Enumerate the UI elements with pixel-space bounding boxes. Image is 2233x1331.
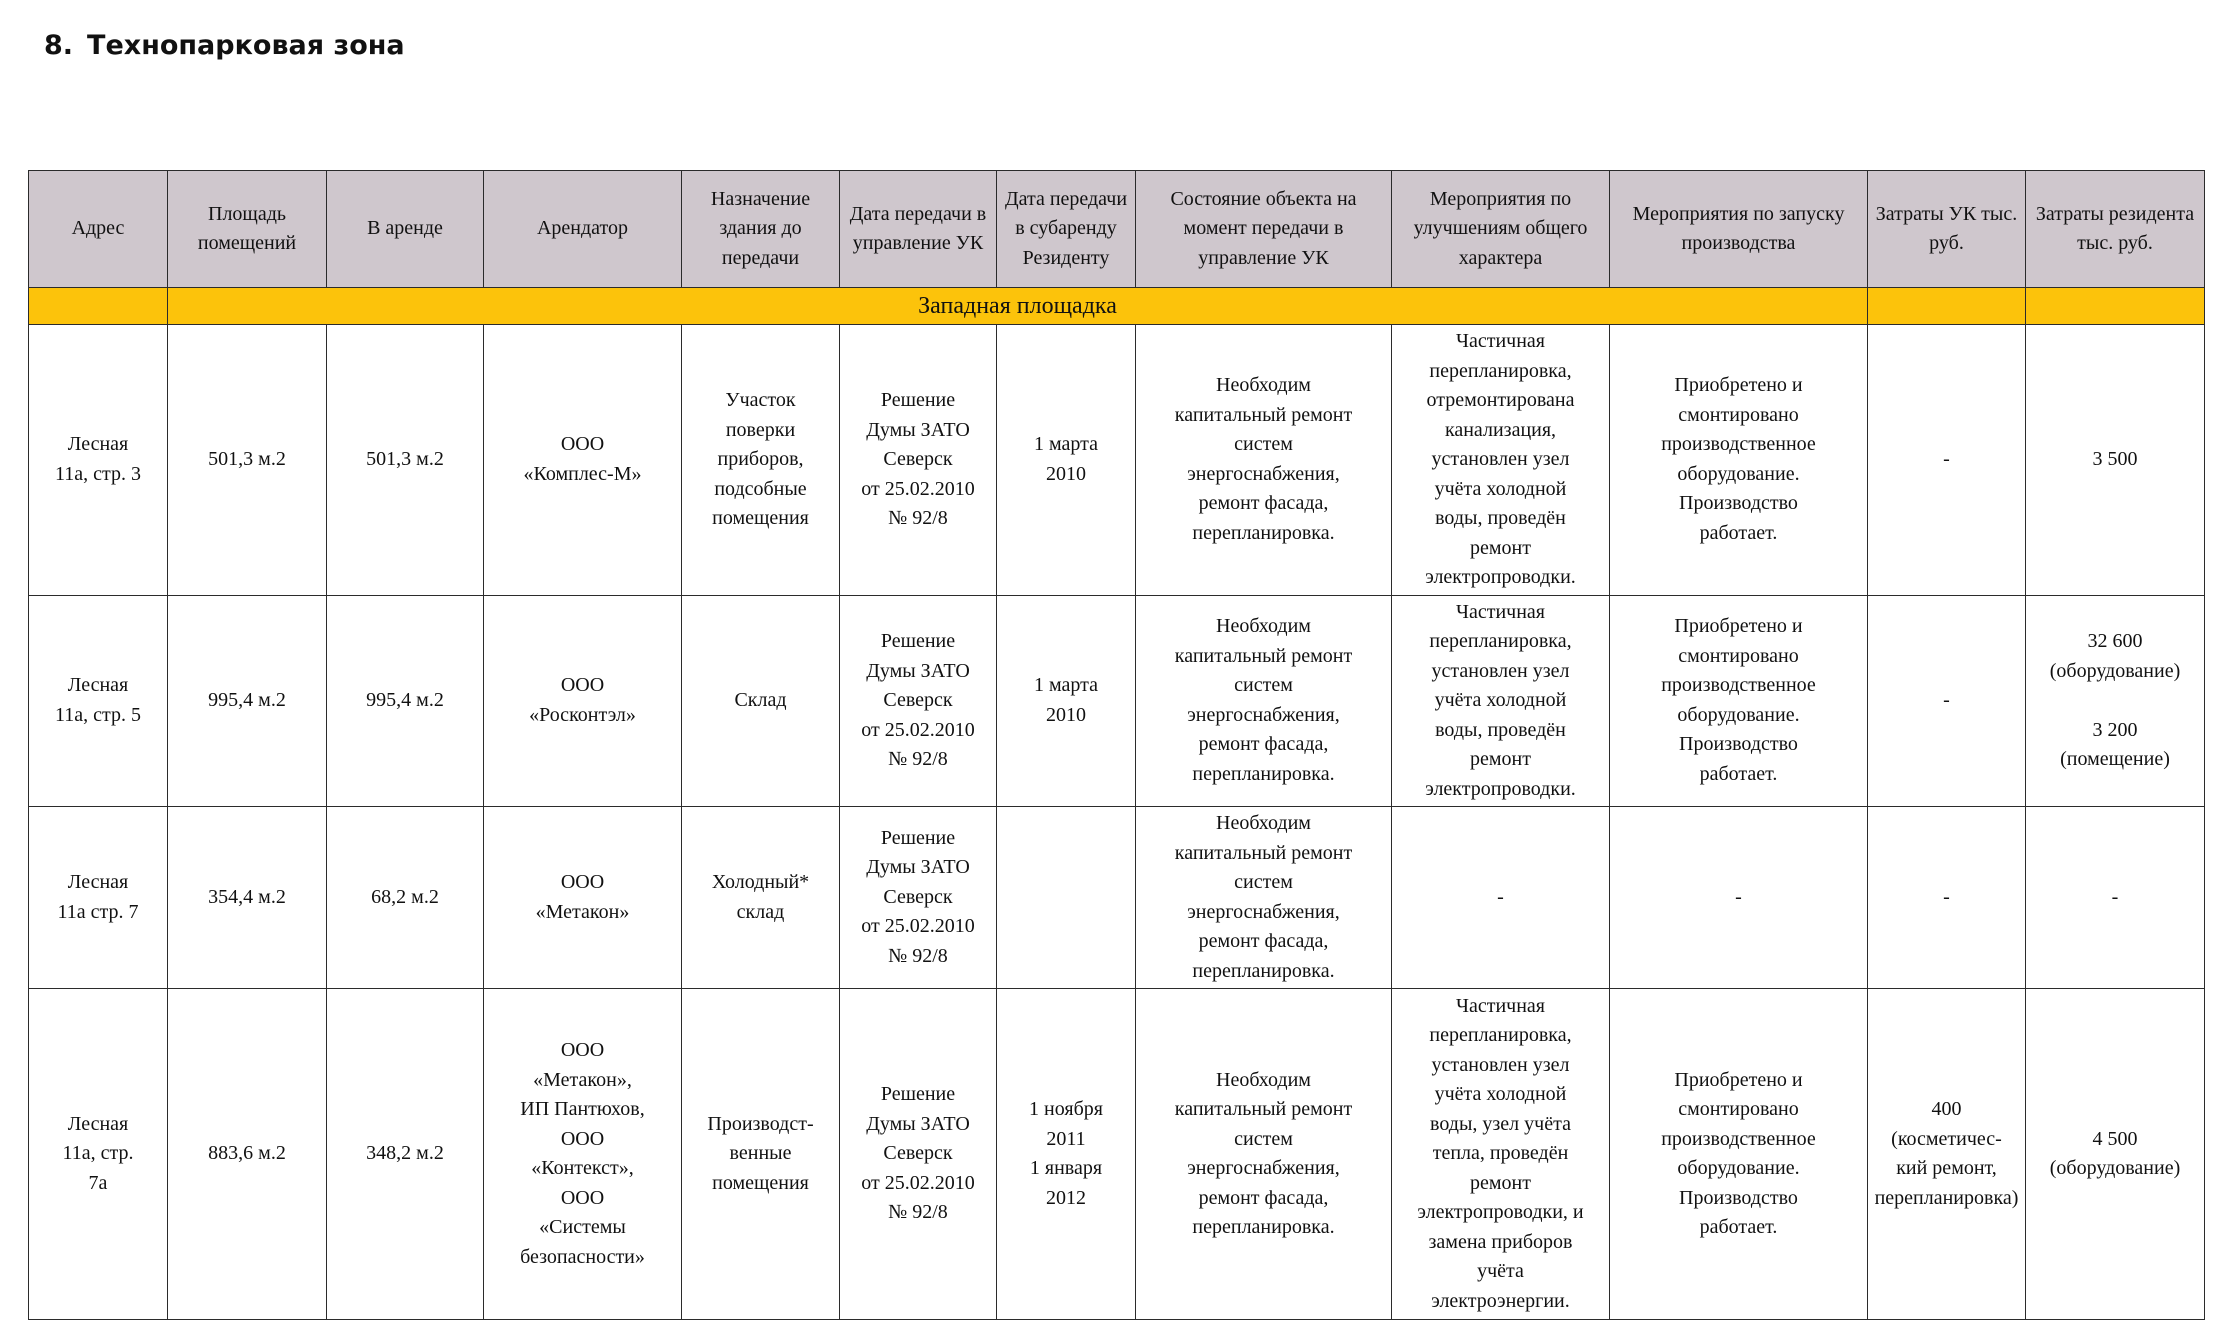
cell-address: Лесная 11а стр. 7 (29, 807, 168, 989)
cell-area: 501,3 м.2 (168, 325, 327, 596)
header-cost-resident: Затраты резидента тыс. руб. (2026, 171, 2205, 288)
section-label: Западная площадка (168, 288, 1868, 325)
cell-cost-uk: 400 (косметичес- кий ремонт, перепланировка) (1868, 989, 2026, 1320)
cell-cost-uk: - (1868, 325, 2026, 596)
cell-condition: Необходим капитальный ремонт систем энергоснабжения, ремонт фасада, перепланировка. (1136, 595, 1392, 807)
table-header-row (29, 171, 2205, 288)
cell-purpose: Участок поверки приборов, подсобные помещения (682, 325, 840, 596)
cell-date-uk: Решение Думы ЗАТО Северск от 25.02.2010 № 92/8 (840, 989, 997, 1320)
cell-date-uk: Решение Думы ЗАТО Северск от 25.02.2010 № 92/8 (840, 325, 997, 596)
cell-tenant: ООО «Метакон», ИП Пантюхов, ООО «Контекст», ООО «Системы безопасности» (484, 989, 682, 1320)
cell-general-measures: Частичная перепланировка, установлен узел учёта холодной воды, узел учёта тепла, проведён ремонт электропроводки, и замена приборов учёта электроэнергии. (1392, 989, 1610, 1320)
cell-cost-uk: - (1868, 807, 2026, 989)
cell-date-resident (997, 807, 1136, 989)
section-title: Технопарковая зона (87, 30, 405, 61)
header-condition: Состояние объекта на момент передачи в управление УК (1136, 171, 1392, 288)
cell-date-resident: 1 марта 2010 (997, 325, 1136, 596)
section-heading (44, 30, 405, 61)
cell-purpose: Производст- венные помещения (682, 989, 840, 1320)
header-production-measures: Мероприятия по запуску производства (1610, 171, 1868, 288)
cell-area: 995,4 м.2 (168, 595, 327, 807)
cell-date-resident: 1 ноября 2011 1 января 2012 (997, 989, 1136, 1320)
table-row (29, 807, 2205, 989)
cell-date-resident: 1 марта 2010 (997, 595, 1136, 807)
table-row (29, 989, 2205, 1320)
cell-cost-resident: - (2026, 807, 2205, 989)
cell-production-measures: - (1610, 807, 1868, 989)
table-row (29, 595, 2205, 807)
cell-tenant: ООО «Комплес-М» (484, 325, 682, 596)
cell-area: 354,4 м.2 (168, 807, 327, 989)
section-number: 8. (44, 30, 74, 61)
cell-cost-resident: 4 500 (оборудование) (2026, 989, 2205, 1320)
header-date-uk: Дата передачи в управление УК (840, 171, 997, 288)
header-general-measures: Мероприятия по улучшениям общего характера (1392, 171, 1610, 288)
cell-address: Лесная 11а, стр. 5 (29, 595, 168, 807)
cell-date-uk: Решение Думы ЗАТО Северск от 25.02.2010 № 92/8 (840, 807, 997, 989)
section-cell-empty (29, 288, 168, 325)
header-tenant: Арендатор (484, 171, 682, 288)
header-area: Площадь помещений (168, 171, 327, 288)
cell-rented: 995,4 м.2 (327, 595, 484, 807)
cell-production-measures: Приобретено и смонтировано производственное оборудование. Производство работает. (1610, 595, 1868, 807)
cell-condition: Необходим капитальный ремонт систем энергоснабжения, ремонт фасада, перепланировка. (1136, 325, 1392, 596)
cell-production-measures: Приобретено и смонтировано производственное оборудование. Производство работает. (1610, 989, 1868, 1320)
cell-tenant: ООО «Росконтэл» (484, 595, 682, 807)
cell-address: Лесная 11а, стр. 7а (29, 989, 168, 1320)
section-cell-empty (1868, 288, 2026, 325)
section-cell-empty (2026, 288, 2205, 325)
cell-rented: 68,2 м.2 (327, 807, 484, 989)
cell-general-measures: Частичная перепланировка, отремонтирована канализация, установлен узел учёта холодной воды, проведён ремонт электропроводки. (1392, 325, 1610, 596)
cell-area: 883,6 м.2 (168, 989, 327, 1320)
cell-rented: 348,2 м.2 (327, 989, 484, 1320)
cell-cost-uk: - (1868, 595, 2026, 807)
cell-rented: 501,3 м.2 (327, 325, 484, 596)
cell-purpose: Холодный* склад (682, 807, 840, 989)
cell-cost-resident: 32 600 (оборудование) 3 200 (помещение) (2026, 595, 2205, 807)
cell-address: Лесная 11а, стр. 3 (29, 325, 168, 596)
cell-date-uk: Решение Думы ЗАТО Северск от 25.02.2010 № 92/8 (840, 595, 997, 807)
cell-general-measures: - (1392, 807, 1610, 989)
cell-production-measures: Приобретено и смонтировано производственное оборудование. Производство работает. (1610, 325, 1868, 596)
cell-general-measures: Частичная перепланировка, установлен узел учёта холодной воды, проведён ремонт электропроводки. (1392, 595, 1610, 807)
cell-purpose: Склад (682, 595, 840, 807)
cell-tenant: ООО «Метакон» (484, 807, 682, 989)
cell-condition: Необходим капитальный ремонт систем энергоснабжения, ремонт фасада, перепланировка. (1136, 807, 1392, 989)
header-rented: В аренде (327, 171, 484, 288)
header-date-resident: Дата передачи в субаренду Резиденту (997, 171, 1136, 288)
cell-cost-resident: 3 500 (2026, 325, 2205, 596)
table-row (29, 325, 2205, 596)
header-address: Адрес (29, 171, 168, 288)
cell-condition: Необходим капитальный ремонт систем энергоснабжения, ремонт фасада, перепланировка. (1136, 989, 1392, 1320)
section-row (29, 288, 2205, 325)
header-cost-uk: Затраты УК тыс. руб. (1868, 171, 2026, 288)
tenants-table (28, 170, 2205, 1320)
header-purpose: Назначение здания до передачи (682, 171, 840, 288)
